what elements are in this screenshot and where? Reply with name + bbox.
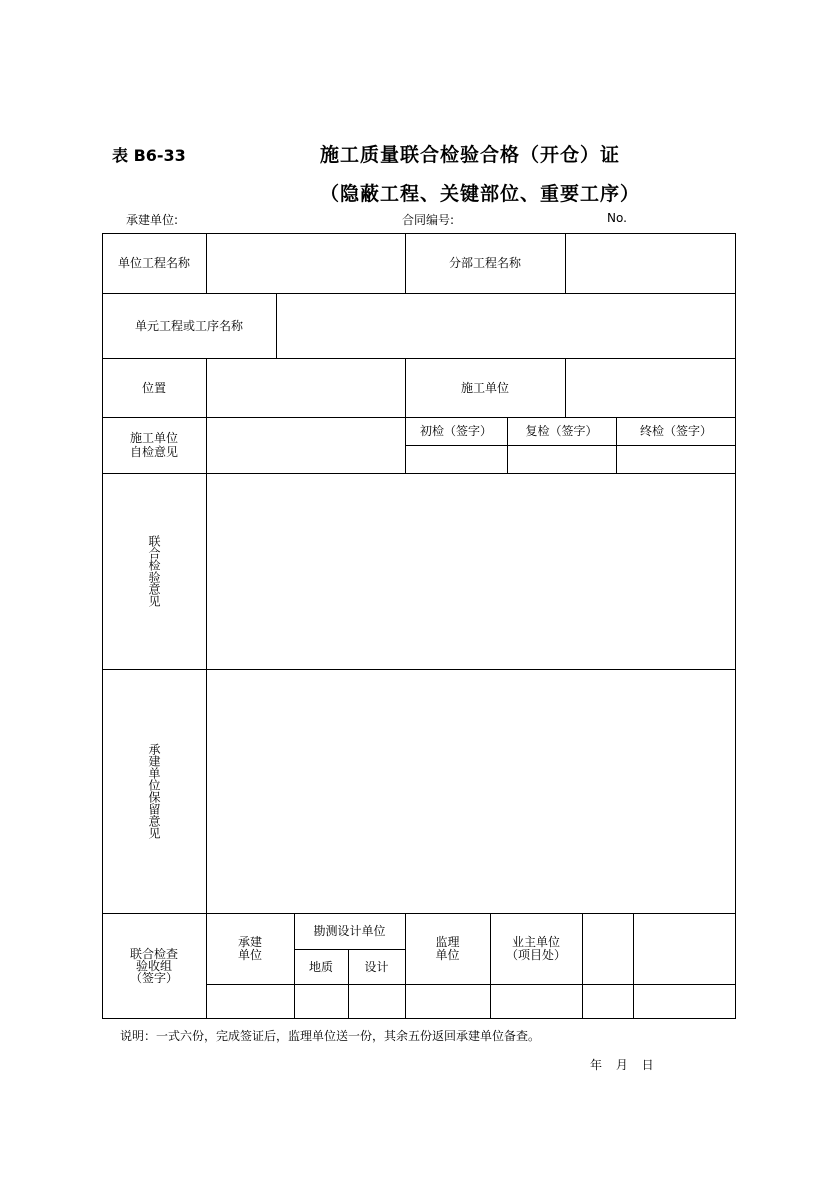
geology-label: 地质 [308, 959, 333, 974]
unit-or-process-name-label: 单元工程或工序名称 [134, 318, 243, 333]
re-check-signature[interactable] [508, 446, 615, 472]
serial-no-label: No. [607, 211, 627, 225]
extra-signature-1[interactable] [583, 985, 632, 1017]
unit-or-process-name-field[interactable] [277, 294, 734, 357]
construction-unit-field[interactable] [566, 359, 734, 416]
unit-project-name-field[interactable] [207, 234, 404, 292]
footer-note: 说明：一式六份，完成签证后，监理单位送一份，其余五份返回承建单位备查。 [120, 1029, 541, 1043]
contractor-group-label-line1: 承建 [237, 934, 262, 949]
geology-signature[interactable] [295, 985, 347, 1017]
sub-project-name-field[interactable] [566, 234, 734, 292]
joint-group-label-line3: （签字） [129, 970, 178, 985]
page-subtitle: （隐蔽工程、关键部位、重要工序） [320, 183, 641, 205]
owner-group-label [490, 913, 582, 984]
contractor-reserved-field[interactable] [207, 670, 734, 912]
contract-no-label: 合同编号: [402, 213, 455, 227]
form-code: 表 B6-33 [112, 146, 186, 165]
joint-group-label-line2: 验收组 [135, 958, 172, 973]
final-check-signature[interactable] [617, 446, 734, 472]
location-field[interactable] [207, 359, 404, 416]
sub-project-name-label: 分部工程名称 [448, 256, 521, 270]
page-title: 施工质量联合检验合格（开仓）证 [320, 144, 621, 166]
contractor-reserved-label [102, 669, 206, 913]
supervisor-group-label-line2: 单位 [435, 947, 460, 962]
self-check-label-line1: 施工单位 [129, 431, 178, 445]
extra-group-label-2[interactable] [634, 914, 734, 983]
supervisor-group-label-line1: 监理 [435, 934, 460, 949]
survey-design-unit-label: 勘测设计单位 [313, 924, 386, 938]
construction-unit-label: 施工单位 [460, 380, 509, 395]
design-label: 设计 [364, 959, 389, 974]
final-check-label: 终检（签字） [639, 424, 712, 438]
date-line: 年 月 日 [590, 1058, 654, 1072]
supervisor-group-label [405, 913, 490, 984]
re-check-label: 复检（签字） [525, 424, 598, 438]
owner-group-label-line1: 业主单位 [511, 934, 560, 949]
owner-signature[interactable] [491, 985, 581, 1017]
contractor-reserved-label-text: 承建单位保留意见 [147, 743, 161, 839]
design-signature[interactable] [349, 985, 404, 1017]
joint-inspection-label [102, 473, 206, 669]
inspection-form-table [102, 233, 736, 1019]
extra-signature-2[interactable] [634, 985, 734, 1017]
location-label: 位置 [141, 380, 166, 395]
self-check-label-line2: 自检意见 [129, 445, 178, 459]
joint-group-label-line1: 联合检查 [129, 946, 178, 961]
contractor-signature[interactable] [207, 985, 293, 1017]
initial-check-signature[interactable] [406, 446, 506, 472]
initial-check-label: 初检（签字） [419, 424, 492, 438]
supervisor-signature[interactable] [406, 985, 489, 1017]
joint-inspection-field[interactable] [207, 474, 734, 668]
owner-group-label-line2: （项目处） [505, 947, 566, 962]
joint-group-label [102, 913, 206, 1018]
self-check-field[interactable] [207, 418, 404, 472]
extra-group-label-1[interactable] [583, 914, 632, 983]
self-check-label [102, 417, 206, 473]
contractor-group-label-line2: 单位 [237, 947, 262, 962]
joint-inspection-label-text: 联合检验意见 [147, 535, 161, 607]
unit-project-name-label: 单位工程名称 [117, 256, 190, 270]
contractor-label: 承建单位: [126, 213, 179, 227]
contractor-group-label [206, 913, 294, 984]
